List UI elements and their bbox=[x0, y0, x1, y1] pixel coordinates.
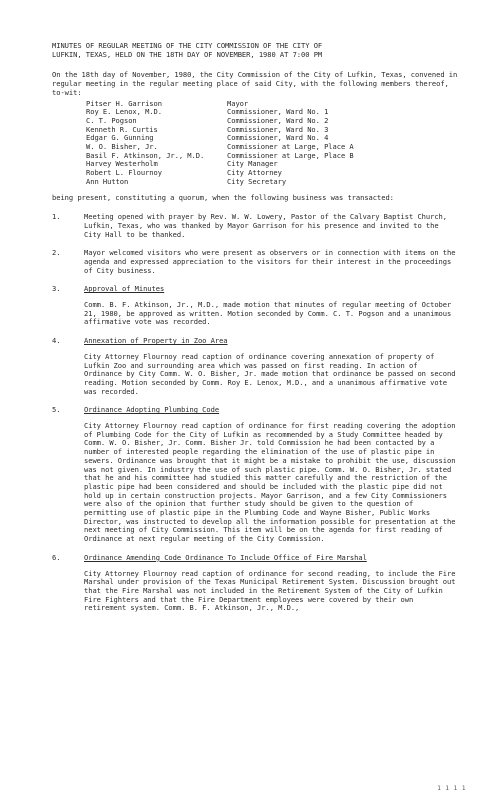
item-title: Approval of Minutes bbox=[84, 284, 165, 294]
roster-name: Roy E. Lenox, M.D. bbox=[86, 108, 162, 117]
item-number: 1. bbox=[52, 212, 61, 222]
item-body bbox=[84, 337, 458, 396]
roster-title: Mayor bbox=[227, 99, 249, 108]
item-body bbox=[84, 285, 458, 327]
item-title: Ordinance Amending Code Ordinance To Include Office of Fire Marshal bbox=[84, 552, 367, 562]
item-text: Meeting opened with prayer by Rev. W. W. Lowery, Pastor of the Calvary Baptist Church, Lufkin, Texas, who was thanked by Mayor Garrison for his presence and invited to the City Hall to be thanked. bbox=[84, 212, 447, 239]
roster-row bbox=[86, 178, 458, 187]
attendance-roster bbox=[86, 100, 458, 187]
item-text: Mayor welcomed visitors who were present as observers or in connection with items on the agenda and expressed appreciation to the visitors for their interest in the proceedings of City business. bbox=[84, 248, 456, 275]
roster-row bbox=[86, 100, 458, 109]
roster-row bbox=[86, 160, 458, 169]
roster-name: Basil F. Atkinson, Jr., M.D. bbox=[86, 151, 205, 160]
agenda-item bbox=[52, 406, 458, 544]
roster-title: Commissioner, Ward No. 4 bbox=[227, 134, 329, 143]
item-text: Comm. B. F. Atkinson, Jr., M.D., made motion that minutes of regular meeting of October 21, 1980, be approved as written. Motion seconded by Comm. C. T. Pogson and a unanimous affirmative vote was recorded. bbox=[84, 300, 452, 327]
agenda-item bbox=[52, 249, 458, 275]
item-number: 3. bbox=[52, 284, 61, 294]
roster-row bbox=[86, 117, 458, 126]
item-number: 5. bbox=[52, 405, 61, 415]
item-body bbox=[84, 554, 458, 613]
agenda-item bbox=[52, 213, 458, 239]
quorum-paragraph: being present, constituting a quorum, when the following business was transacted: bbox=[52, 193, 394, 203]
roster-title: Commissioner at Large, Place B bbox=[227, 151, 354, 160]
roster-title: Commissioner, Ward No. 3 bbox=[227, 125, 329, 134]
header-line: MINUTES OF REGULAR MEETING OF THE CITY COMMISSION OF THE CITY OF bbox=[52, 42, 323, 50]
roster-name: Robert L. Flournoy bbox=[86, 169, 162, 178]
roster-title: City Manager bbox=[227, 160, 278, 169]
roster-row bbox=[86, 169, 458, 178]
item-text: City Attorney Flournoy read caption of ordinance for second reading, to include the Fire Marshal under provision of the Texas Municipal Retirement System. Discussion brought out that the Fire Marshal was not included in the Retirement System of the City of Lufkin Fire Fighters and that the Fire Department employees were covered by their own retirement system. Comm. B. F. Atkinson, Jr., M.D., bbox=[84, 568, 456, 613]
item-number: 2. bbox=[52, 248, 61, 258]
roster-row bbox=[86, 134, 458, 143]
roster-name: Pitser H. Garrison bbox=[86, 99, 162, 108]
item-body bbox=[84, 213, 458, 239]
roster-title: City Secretary bbox=[227, 177, 287, 186]
item-text: City Attorney Flournoy read caption of ordinance for first reading covering the adoption of Plumbing Code for the City of Lufkin as recommended by a Study Committee headed by Comm. W. O. Bisher, Jr. Comm. Bisher Jr. told Commission he had been contacted by a number of interested people regarding the elimination of the use of plastic pipe in sewers. Ordinance was brought that it might be a mistake to prohibit the use, discussion was not given. In industry the use of such plastic pipe. Comm. W. O. Bisher, Jr. stated that he and his committee had studied this matter carefully and the restriction of the plastic pipe had been considered and should be included with the plastic pipe did not hold up in certain construction projects. Mayor Garrison, and a few City Commissioners were also of the opinion that further study should be given to the question of permitting use of plastic pipe in the Plumbing Code and Wayne Bisher, Public Works Director, was instructed to develop all the information possible for presentation at the next meeting of City Commission. This item will be on the agenda for first reading of Ordinance at next regular meeting of the City Commission. bbox=[84, 421, 456, 544]
item-title: Annexation of Property in Zoo Area bbox=[84, 336, 228, 346]
agenda-items bbox=[52, 213, 458, 613]
header-line: LUFKIN, TEXAS, HELD ON THE 18TH DAY OF NOVEMBER, 1980 AT 7:00 PM bbox=[52, 50, 323, 59]
item-body bbox=[84, 406, 458, 544]
agenda-item bbox=[52, 285, 458, 327]
roster-row bbox=[86, 152, 458, 161]
roster-row bbox=[86, 143, 458, 152]
agenda-item bbox=[52, 337, 458, 396]
roster-title: Commissioner, Ward No. 2 bbox=[227, 116, 329, 125]
item-body bbox=[84, 249, 458, 275]
page-corner-mark: 1 1 1 1 bbox=[437, 785, 466, 793]
roster-row bbox=[86, 108, 458, 117]
intro-paragraph: On the 18th day of November, 1980, the City Commission of the City of Lufkin, Texas, convened in regular meeting in the regular meeting place of said City, with the following members thereof, to-wit: bbox=[52, 70, 458, 97]
roster-row bbox=[86, 126, 458, 135]
document-header bbox=[52, 42, 428, 59]
item-number: 6. bbox=[52, 552, 61, 562]
item-text: City Attorney Flournoy read caption of ordinance covering annexation of property of Lufkin Zoo and surrounding area which was passed on first reading. In action of Ordinance by City Comm. W. O. Bisher, Jr. made motion that ordinance be passed on second reading. Motion seconded by Comm. Roy E. Lenox, M.D., and a unanimous affirmative vote was recorded. bbox=[84, 351, 456, 396]
roster-name: Harvey Westerholm bbox=[86, 160, 158, 169]
roster-name: Edgar G. Gunning bbox=[86, 134, 154, 143]
roster-name: W. O. Bisher, Jr. bbox=[86, 142, 158, 151]
roster-title: Commissioner at Large, Place A bbox=[227, 142, 354, 151]
roster-title: Commissioner, Ward No. 1 bbox=[227, 108, 329, 117]
roster-title: City Attorney bbox=[227, 169, 282, 178]
roster-name: Kenneth R. Curtis bbox=[86, 125, 158, 134]
roster-name: Ann Hutton bbox=[86, 177, 129, 186]
item-title: Ordinance Adopting Plumbing Code bbox=[84, 405, 220, 415]
roster-name: C. T. Pogson bbox=[86, 116, 137, 125]
item-number: 4. bbox=[52, 336, 61, 346]
agenda-item bbox=[52, 554, 458, 613]
